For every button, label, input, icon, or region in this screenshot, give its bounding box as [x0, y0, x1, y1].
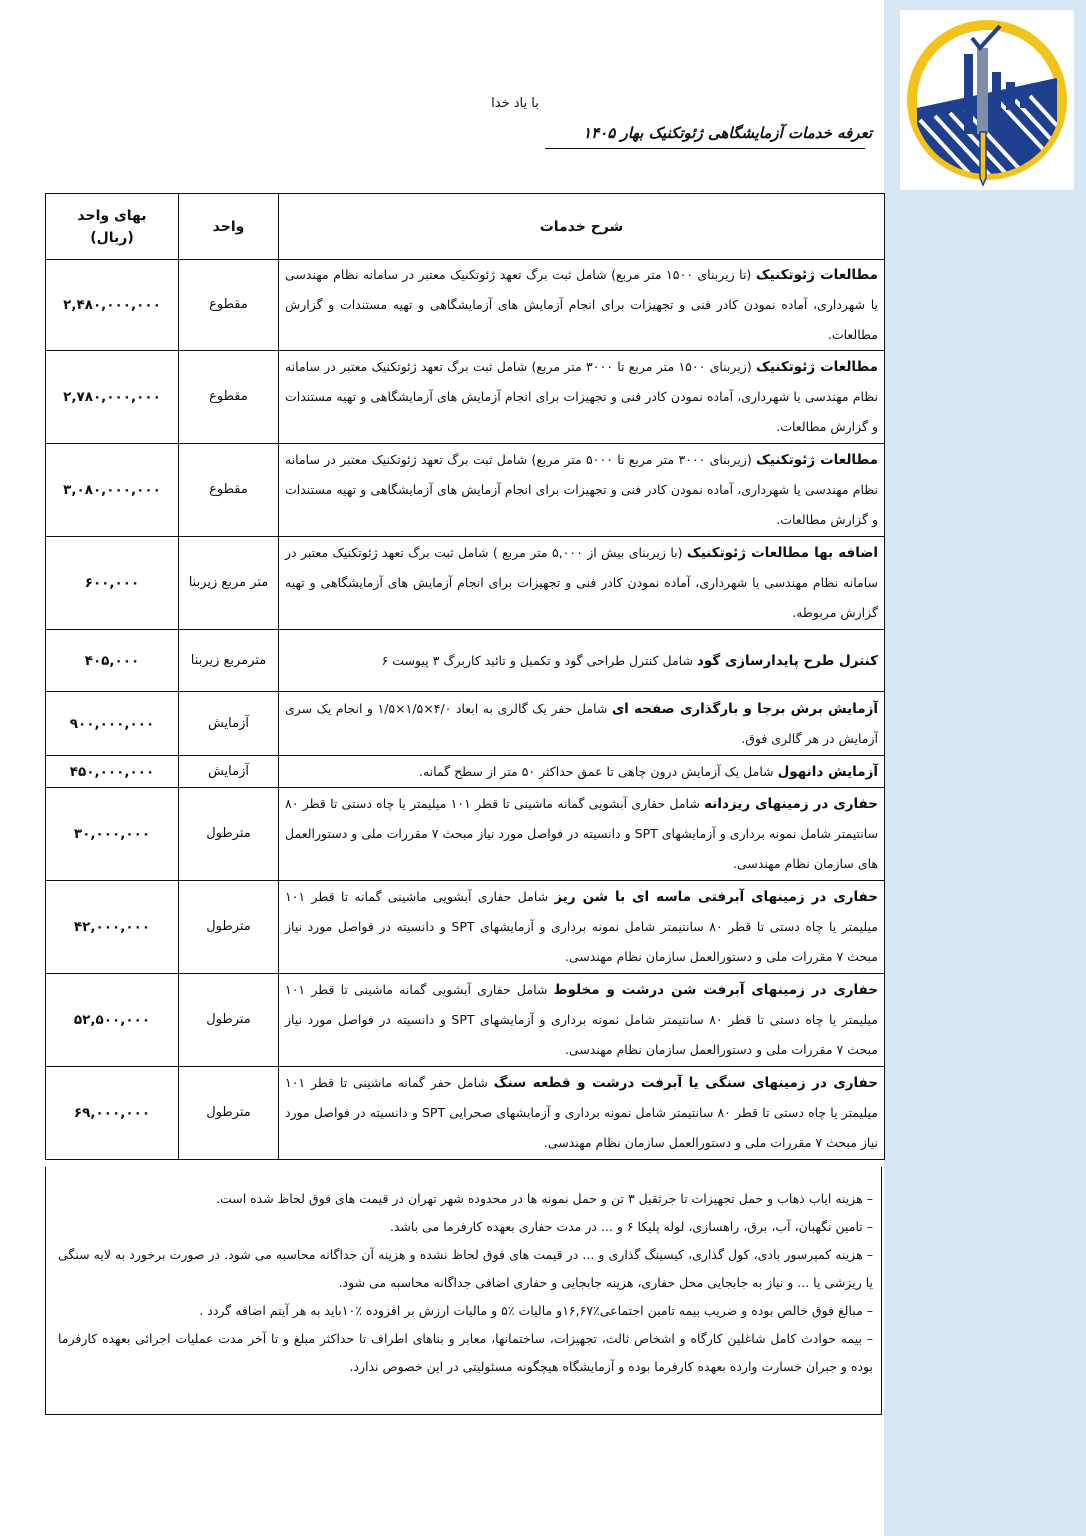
- row-price: ۴۵۰,۰۰۰,۰۰۰: [46, 756, 179, 788]
- logo: [900, 10, 1074, 190]
- table-row: [46, 692, 885, 756]
- row-price: ۶۹,۰۰۰,۰۰۰: [46, 1067, 179, 1160]
- header-price-line2: (ریال): [90, 229, 134, 246]
- header-price-line1: بهای واحد: [77, 207, 147, 224]
- row-title: مطالعات ژئوتکنیک: [756, 359, 879, 375]
- row-title: حفاری در زمینهای آبرفت شن درشت و مخلوط: [553, 982, 879, 998]
- row-price: ۵۲,۵۰۰,۰۰۰: [46, 974, 179, 1067]
- row-description: [279, 260, 884, 350]
- row-text: شامل یک آزمایش درون چاهی تا عمق حداکثر ۵۰ متر از سطح گمانه.: [418, 763, 778, 779]
- table-row: [46, 1067, 885, 1160]
- row-text: شامل حفر گمانه ماشینی تا قطر ۱۰۱ میلیمتر یا چاه دستی تا قطر ۸۰ سانتیمتر شامل نمونه برداری و آزمایشهای صحرایی SPT و دانسیته در فواصل مورد نیاز مبحث ۷ مقررات ملی و دستورالعمل سازمان نظام مهندسی.: [285, 1075, 878, 1150]
- row-unit: مترطول: [179, 974, 279, 1067]
- table-row: [46, 351, 885, 444]
- row-title: حفاری در زمینهای ریزدانه: [704, 796, 879, 812]
- row-text: شامل کنترل طراحی گود و تکمیل و تائید کاربرگ ۳ پیوست ۶: [381, 652, 697, 668]
- row-unit: مترطول: [179, 1067, 279, 1160]
- row-description: [279, 538, 884, 628]
- row-description: [279, 975, 884, 1065]
- note-item: – بیمه حوادث کامل شاغلین کارگاه و اشخاص ثالث، تجهیزات، ساختمانها، معابر و بناهای اطراف تا حداکثر مبلغ و تا آخر مدت عملیات اجرائی بعهده کارفرما بوده و جبران خسارت وارده بعهده کارفرما بوده و آزمایشگاه هیچگونه مسئولیتی در این خصوص ندارد.: [58, 1331, 873, 1374]
- row-description: [279, 757, 884, 787]
- row-text: (زیربنای ۱۵۰۰ متر مربع تا ۳۰۰۰ متر مربع) شامل ثبت برگ تعهد ژئوتکنیک معتبر در سامانه نظام مهندسی یا شهرداری، آماده نمودن کادر فنی و تجهیزات برای انجام آزمایش های آزمایشگاهی و تهیه مستندات و گزارش مطالعات.: [285, 359, 878, 434]
- row-unit: آزمایش: [179, 756, 279, 788]
- row-price: ۲,۴۸۰,۰۰۰,۰۰۰: [46, 260, 179, 351]
- row-description: [279, 646, 884, 676]
- row-price: ۹۰۰,۰۰۰,۰۰۰: [46, 692, 179, 756]
- title-underline: [545, 148, 865, 149]
- row-price: ۳۰,۰۰۰,۰۰۰: [46, 788, 179, 881]
- note-item: – هزینه کمپرسور بادی، کول گذاری، کیسینگ گذاری و ... در قیمت های فوق لحاظ نشده و هزینه آن جداگانه محاسبه می شود. در صورت برخورد به لایه سنگی یا ریزشی یا ... و نیاز به جابجایی محل حفاری، هزینه جابجایی و حفاری اضافی جداگانه محاسبه می شود.: [58, 1247, 873, 1290]
- table-row: [46, 537, 885, 630]
- document-title: تعرفه خدمات آزمایشگاهی ژئوتکنیک بهار ۱۴۰۵: [583, 124, 872, 142]
- row-title: حفاری در زمینهای آبرفتی ماسه ای با شن ریز: [554, 889, 878, 905]
- geotech-logo-icon: [900, 10, 1074, 190]
- row-description: [279, 789, 884, 879]
- header-description: شرح خدمات: [279, 194, 885, 260]
- table-row: [46, 444, 885, 537]
- row-text: (تا زیربنای ۱۵۰۰ متر مربع) شامل ثبت برگ تعهد ژئوتکنیک معتبر در سامانه نظام مهندسی یا شهرداری، آماده نمودن کادر فنی و تجهیزات برای انجام آزمایش های آزمایشگاهی و تهیه مستندات و گزارش مطالعات.: [285, 267, 878, 342]
- row-title: مطالعات ژئوتکنیک: [756, 452, 879, 468]
- row-text: شامل حفاری آبشویی گمانه ماشینی تا قطر ۱۰۱ میلیمتر یا چاه دستی تا قطر ۸۰ سانتیمتر شامل نمونه برداری و آزمایشهای SPT و دانسیته در فواصل مورد نیاز مبحث ۷ مقررات ملی و دستورالعمل های سازمان نظام مهندسی.: [285, 796, 879, 871]
- row-unit: مقطوع: [179, 444, 279, 537]
- basmala: با یاد خدا: [491, 96, 539, 111]
- row-description: [279, 445, 884, 535]
- header-unit: واحد: [179, 194, 279, 260]
- row-description: [279, 694, 884, 754]
- row-title: کنترل طرح پایدارسازی گود: [696, 652, 878, 669]
- row-description: [279, 882, 884, 972]
- table-row: [46, 630, 885, 692]
- row-price: ۶۰۰,۰۰۰: [46, 537, 179, 630]
- row-unit: مقطوع: [179, 351, 279, 444]
- row-title: آزمایش برش برجا و بارگذاری صفحه ای: [611, 700, 878, 717]
- notes-box: [45, 1167, 882, 1415]
- table-row: [46, 756, 885, 788]
- note-item: – مبالغ فوق خالص بوده و ضریب بیمه تامین اجتماعی٪۱۶,۶۷و مالیات ٪۵ و مالیات ارزش بر افزوده ٪۱۰باید به هر آیتم اضافه گردد .: [199, 1303, 873, 1318]
- row-description: [279, 1068, 884, 1158]
- row-text: (با زیربنای بیش از ۵,۰۰۰ متر مربع ) شامل ثبت برگ تعهد ژئوتکنیک معتبر در سامانه نظام مهندسی یا شهرداری، آماده نمودن کادر فنی و تجهیزات برای انجام آزمایش های آزمایشگاهی و تهیه گزارش مربوطه.: [285, 545, 878, 620]
- row-unit: آزمایش: [179, 692, 279, 756]
- row-unit: مقطوع: [179, 260, 279, 351]
- header-price: [46, 194, 179, 260]
- row-unit: مترمربع زیربنا: [179, 630, 279, 692]
- row-text: شامل حفاری آبشویی گمانه ماشینی تا قطر ۱۰۱ میلیمتر یا چاه دستی تا قطر ۸۰ سانتیمتر شامل نمونه برداری و آزمایشهای SPT و دانسیته در فواصل مورد نیاز مبحث ۷ مقررات ملی و دستورالعمل سازمان نظام مهندسی.: [285, 982, 879, 1057]
- row-price: ۴۲,۰۰۰,۰۰۰: [46, 881, 179, 974]
- row-text: شامل حفر یک گالری به ابعاد ۴/۰×۱/۵×۱/۵ و انجام یک سری آزمایش در هر گالری فوق.: [285, 700, 878, 746]
- row-title: اضافه بها مطالعات ژئوتکنیک: [686, 545, 879, 561]
- row-title: مطالعات ژئوتکنیک: [755, 267, 879, 283]
- table-row: [46, 974, 885, 1067]
- row-text: (زیربنای ۳۰۰۰ متر مربع تا ۵۰۰۰ متر مربع) شامل ثبت برگ تعهد ژئوتکنیک معتبر در سامانه نظام مهندسی یا شهرداری، آماده نمودن کادر فنی و تجهیزات برای انجام آزمایش های آزمایشگاهی و تهیه مستندات و گزارش مطالعات.: [285, 452, 878, 527]
- row-price: ۴۰۵,۰۰۰: [46, 630, 179, 692]
- row-text: شامل حفاری آبشویی ماشینی گمانه تا قطر ۱۰۱ میلیمتر یا چاه دستی تا قطر ۸۰ سانتیمتر شامل نمونه برداری و آزمایشهای SPT و دانسیته در فواصل مورد نیاز مبحث ۷ مقررات ملی و دستورالعمل سازمان نظام مهندسی.: [285, 889, 879, 964]
- row-description: [279, 352, 884, 442]
- note-item: – تامین نگهبان، آب، برق، راهسازی، لوله پلیکا ۶ و ... در مدت حفاری بعهده کارفرما می باشد.: [389, 1219, 873, 1234]
- table-row: [46, 260, 885, 351]
- row-price: ۲,۷۸۰,۰۰۰,۰۰۰: [46, 351, 179, 444]
- row-price: ۳,۰۸۰,۰۰۰,۰۰۰: [46, 444, 179, 537]
- row-unit: مترطول: [179, 788, 279, 881]
- row-title: حفاری در زمینهای سنگی یا آبرفت درشت و قطعه سنگ: [493, 1075, 878, 1091]
- note-item: – هزینه ایاب ذهاب و حمل تجهیزات تا جرثقیل ۳ تن و حمل نمونه ها در محدوده شهر تهران در قیمت های فوق لحاظ شده است.: [215, 1191, 873, 1206]
- table-row: [46, 881, 885, 974]
- row-title: آزمایش دانهول: [777, 763, 878, 780]
- table-row: [46, 788, 885, 881]
- tariff-table: [45, 193, 885, 1160]
- row-unit: متر مربع زیربنا: [179, 537, 279, 630]
- row-unit: مترطول: [179, 881, 279, 974]
- side-band: [884, 0, 1086, 1536]
